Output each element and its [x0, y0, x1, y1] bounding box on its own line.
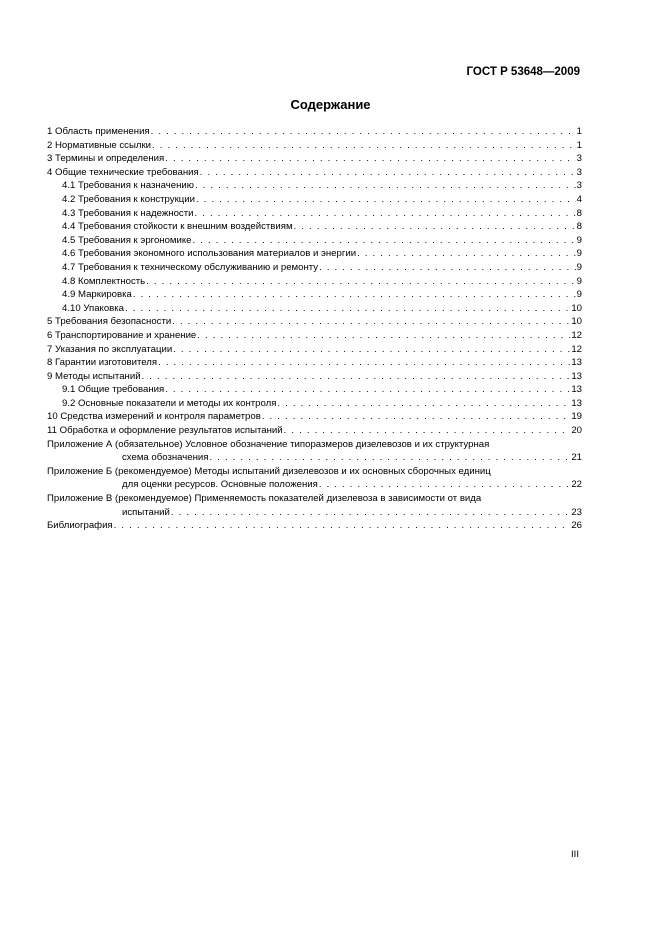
toc-entry-3[interactable] [47, 152, 582, 166]
toc-entry-4-8[interactable] [47, 275, 582, 289]
toc-entry-4-2[interactable] [47, 193, 582, 207]
toc-label: 9 Методы испытаний [47, 370, 141, 382]
toc-appendix-a[interactable] [47, 451, 582, 465]
table-of-contents [47, 125, 582, 533]
toc-page: 22 [571, 479, 582, 491]
toc-page: 12 [571, 329, 582, 341]
toc-label: схема обозначения [122, 452, 209, 464]
toc-label: 5 Требования безопасности [47, 316, 172, 328]
toc-entry-4-1[interactable] [47, 179, 582, 193]
toc-entry-6[interactable] [47, 329, 582, 343]
toc-page: 21 [571, 452, 582, 464]
toc-page: 9 [576, 289, 582, 301]
toc-appendix-b[interactable] [47, 478, 582, 492]
toc-page: 13 [571, 357, 582, 369]
toc-entry-4-3[interactable] [47, 207, 582, 221]
toc-entry-4-5[interactable] [47, 234, 582, 248]
toc-appendix-a-title[interactable] [47, 438, 582, 452]
toc-page: 4 [576, 193, 582, 205]
toc-page: 9 [576, 248, 582, 260]
toc-entry-4-7[interactable] [47, 261, 582, 275]
toc-appendix-v-title[interactable] [47, 492, 582, 506]
toc-label: 7 Указания по эксплуатации [47, 343, 173, 355]
toc-page: 13 [571, 370, 582, 382]
toc-label: 3 Термины и определения [47, 153, 165, 165]
toc-label: 6 Транспортирование и хранение [47, 329, 197, 341]
toc-page: 3 [576, 180, 582, 192]
toc-page: 1 [576, 139, 582, 151]
toc-label: 4.5 Требования к эргономике [62, 234, 192, 246]
document-code: ГОСТ Р 53648—2009 [466, 66, 580, 78]
toc-entry-7[interactable] [47, 343, 582, 357]
toc-page: 19 [571, 411, 582, 423]
toc-label: 4.2 Требования к конструкции [62, 193, 195, 205]
toc-label: Приложение Б (рекомендуемое) Методы испытаний дизелевозов и их основных сборочных единиц [47, 465, 491, 477]
toc-label: 9.1 Общие требования [62, 384, 165, 396]
toc-label: 4.9 Маркировка [62, 289, 132, 301]
toc-page: 12 [571, 343, 582, 355]
toc-label: 1 Область применения [47, 126, 150, 137]
toc-entry-9-2[interactable] [47, 397, 582, 411]
toc-label: Библиография [47, 520, 113, 532]
toc-label: 4.7 Требования к техническому обслуживанию и ремонту [62, 261, 319, 273]
toc-label: для оценки ресурсов. Основные положения [122, 479, 318, 491]
toc-label: Приложение В (рекомендуемое) Применяемость показателей дизелевоза в зависимости от вида [47, 493, 482, 505]
toc-label: 4.8 Комплектность [62, 275, 146, 287]
toc-page: 8 [576, 221, 582, 233]
toc-page: 13 [571, 384, 582, 396]
toc-entry-4-10[interactable] [47, 302, 582, 316]
toc-page: 9 [576, 261, 582, 273]
toc-label: 10 Средства измерений и контроля параметров [47, 411, 261, 423]
toc-page: 8 [576, 207, 582, 219]
toc-entry-4-9[interactable] [47, 288, 582, 302]
toc-label: 11 Обработка и оформление результатов испытаний [47, 425, 283, 437]
toc-page: 3 [576, 153, 582, 165]
toc-label: 4.4 Требования стойкости к внешним воздействиям [62, 221, 293, 233]
toc-page: 3 [576, 166, 582, 178]
toc-entry-4-6[interactable] [47, 247, 582, 261]
toc-page: 9 [576, 275, 582, 287]
toc-page: 23 [571, 506, 582, 518]
toc-appendix-b-title[interactable] [47, 465, 582, 479]
toc-entry-2[interactable] [47, 139, 582, 153]
toc-entry-8[interactable] [47, 356, 582, 370]
toc-page: 10 [571, 302, 582, 314]
toc-page: 26 [571, 520, 582, 532]
toc-entry-11[interactable] [47, 424, 582, 438]
toc-label: испытаний [122, 506, 170, 518]
toc-label: 2 Нормативные ссылки [47, 139, 152, 151]
toc-bibliography[interactable] [47, 519, 582, 533]
toc-entry-5[interactable] [47, 315, 582, 329]
toc-label: 4.10 Упаковка [62, 302, 125, 314]
toc-appendix-v[interactable] [47, 506, 582, 520]
page-title: Содержание [290, 97, 371, 112]
toc-page: 20 [571, 425, 582, 437]
toc-page: 13 [571, 397, 582, 409]
toc-label: 4 Общие технические требования [47, 166, 199, 178]
toc-label: 4.1 Требования к назначению [62, 180, 194, 192]
toc-entry-4-4[interactable] [47, 220, 582, 234]
toc-label: Приложение А (обязательное) Условное обозначение типоразмеров дизелевозов и их структурная [47, 438, 490, 450]
toc-entry-1[interactable] [47, 125, 582, 139]
page-number: III [571, 849, 579, 860]
toc-label: 8 Гарантии изготовителя [47, 357, 158, 369]
toc-entry-4[interactable] [47, 166, 582, 180]
toc-entry-10[interactable] [47, 410, 582, 424]
toc-entry-9-1[interactable] [47, 383, 582, 397]
toc-label: 9.2 Основные показатели и методы их контроля [62, 397, 277, 409]
toc-label: 4.3 Требования к надежности [62, 207, 194, 219]
toc-page: 10 [571, 316, 582, 328]
toc-page: 1 [576, 126, 582, 137]
toc-label: 4.6 Требования экономного использования материалов и энергии [62, 248, 357, 260]
toc-entry-9[interactable] [47, 370, 582, 384]
toc-page: 9 [576, 234, 582, 246]
